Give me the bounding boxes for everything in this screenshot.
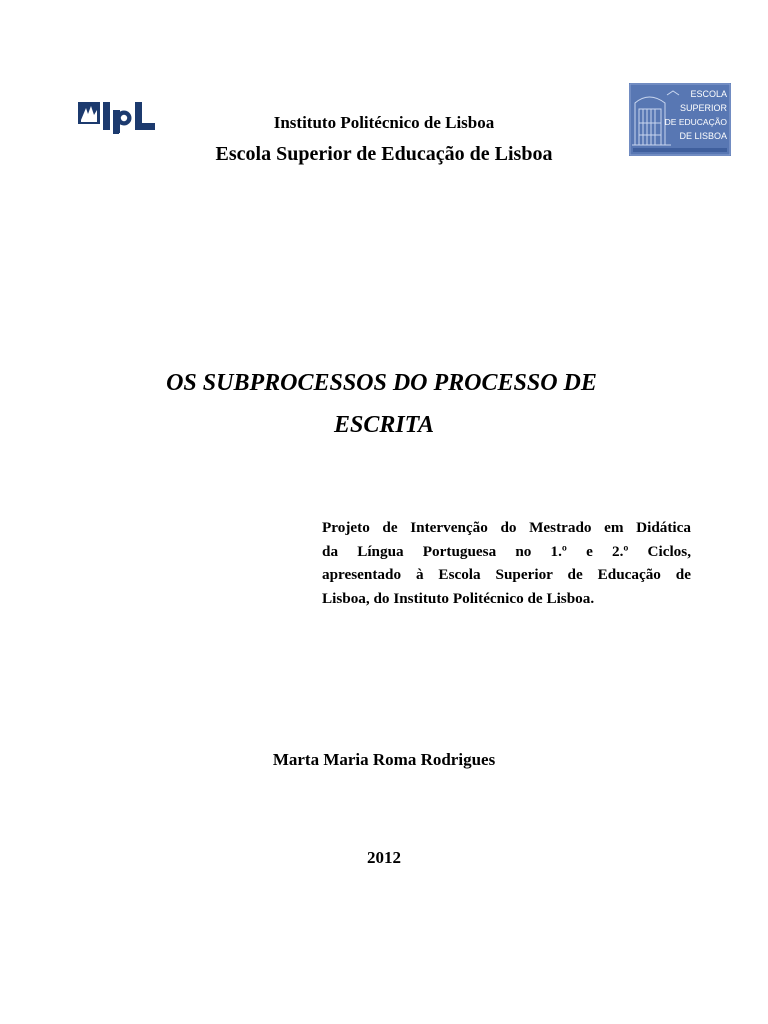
svg-text:SUPERIOR: SUPERIOR xyxy=(679,103,727,113)
description-line-2: da Língua Portuguesa no 1.º e 2.º Ciclos, xyxy=(322,542,691,560)
project-description xyxy=(322,516,691,610)
title-line-1: OS SUBPROCESSOS DO PROCESSO DE xyxy=(166,370,597,396)
svg-text:DE LISBOA: DE LISBOA xyxy=(679,131,727,141)
document-title xyxy=(0,362,768,446)
description-line-3: apresentado à Escola Superior de Educação de xyxy=(322,566,691,583)
description-line-4: Lisboa, do Instituto Politécnico de Lisboa. xyxy=(322,589,595,607)
svg-text:ESCOLA: ESCOLA xyxy=(690,89,727,99)
title-line-2: ESCRITA xyxy=(333,412,435,438)
publication-year: 2012 xyxy=(367,848,401,867)
institute-name: Instituto Politécnico de Lisboa xyxy=(273,113,495,132)
description-line-1: Projeto de Intervenção do Mestrado em Didática xyxy=(322,519,691,536)
author-name: Marta Maria Roma Rodrigues xyxy=(272,750,496,769)
svg-text:DE EDUCAÇÃO: DE EDUCAÇÃO xyxy=(664,117,727,127)
school-name: Escola Superior de Educação de Lisboa xyxy=(215,143,553,165)
